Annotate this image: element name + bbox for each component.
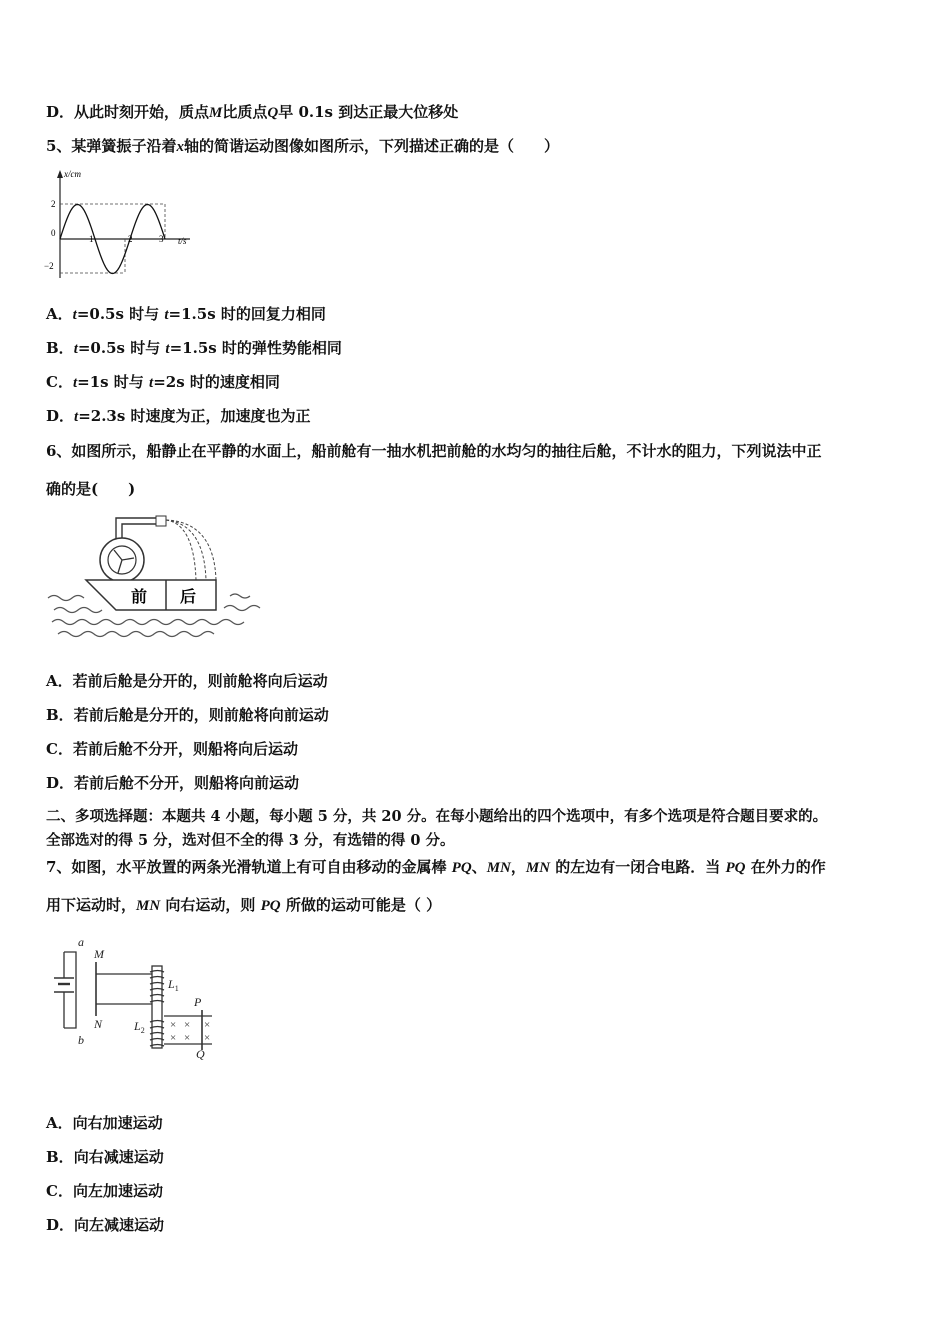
water-arc: [166, 520, 196, 580]
option-label: A．: [46, 672, 73, 690]
math-var: t: [74, 409, 79, 425]
var-q: Q: [267, 105, 279, 121]
label-l2: $L_2$: [134, 1019, 145, 1035]
option-label: B．: [46, 706, 74, 724]
magnetic-field-crosses: [170, 1019, 210, 1044]
q6-boat-figure: [44, 510, 264, 648]
svg-text:×: ×: [184, 1019, 191, 1031]
math-var: t: [72, 375, 78, 391]
option-label: C．: [46, 740, 73, 758]
label-a: a: [78, 935, 84, 949]
text-part: 所做的运动可能是（ ）: [280, 896, 442, 914]
option-label: C．: [46, 373, 73, 391]
q5-option-d: [46, 406, 311, 427]
math-var: t: [73, 341, 78, 357]
text-part: =2s 时的速度相同: [153, 373, 280, 391]
text-part: ，: [510, 858, 526, 876]
text-part: =0.5s 时与: [77, 339, 166, 357]
option-text: 向右加速运动: [72, 1114, 163, 1132]
label-p: P: [194, 995, 202, 1009]
x-tick-1: 1: [89, 234, 94, 244]
q7-option-c: [46, 1181, 163, 1201]
y-axis-label: x/cm: [64, 169, 81, 179]
q7-stem-line2: [46, 895, 441, 916]
option-label: D．: [46, 1216, 75, 1234]
text-part: 在外力的作: [745, 858, 826, 876]
math-var: PQ: [725, 860, 746, 876]
math-var: MN: [525, 860, 551, 876]
section2-line2: 全部选对的得 5 分，选对但不全的得 3 分，有选错的得 0 分。: [46, 832, 455, 849]
boat-hull: [86, 580, 216, 610]
option-text: 向左减速运动: [74, 1216, 165, 1234]
math-var: t: [72, 307, 77, 323]
q5-var-x: x: [176, 139, 184, 155]
y-axis-arrow: [57, 170, 63, 178]
option-label: D．: [46, 774, 75, 792]
option-label: D．: [46, 407, 75, 425]
text-part: 7、如图，水平放置的两条光滑轨道上有可自由移动的金属棒: [46, 858, 452, 876]
q5-stem-rest: 轴的简谐运动图像如图所示，下列描述正确的是（ ）: [183, 137, 559, 155]
water-arc: [166, 520, 216, 580]
option-label: A．: [46, 1114, 73, 1132]
label-b: b: [78, 1033, 84, 1047]
label-l1: $L_1$: [168, 977, 179, 993]
math-var: t: [149, 375, 154, 391]
front-cabin-label: 前: [131, 589, 148, 606]
svg-text:×: ×: [204, 1019, 211, 1031]
q5-option-b: [46, 338, 342, 359]
text-part: =1s 时与: [77, 373, 150, 391]
option-text: 从此时刻开始，质点: [74, 103, 210, 121]
q6-option-b: [46, 705, 329, 725]
text-part: 向右运动，则: [160, 896, 261, 914]
q5-option-a: [46, 304, 326, 325]
q6-option-c: [46, 739, 298, 759]
y-tick-neg2: −2: [44, 261, 54, 271]
math-var: PQ: [451, 860, 472, 876]
option-text: 向左加速运动: [72, 1182, 163, 1200]
y-tick-2: 2: [51, 199, 56, 209]
math-var: t: [165, 341, 170, 357]
option-text: 若前后舱是分开的，则前舱将向后运动: [72, 672, 328, 690]
option-label: B．: [46, 1148, 74, 1166]
section2-line1: 二、多项选择题：本题共 4 小题，每小题 5 分，共 20 分。在每小题给出的四个选项中，有多个选项是符合题目要求的。: [46, 808, 828, 825]
math-var: MN: [136, 898, 161, 914]
svg-text:×: ×: [170, 1019, 177, 1031]
math-var: PQ: [260, 898, 281, 914]
option-label: B．: [46, 339, 74, 357]
q6-stem-line2: 确的是( ): [46, 480, 136, 498]
q7-circuit-figure: [44, 934, 224, 1064]
q6-stem-line1: 6、如图所示，船静止在平静的水面上，船前舱有一抽水机把前舱的水均匀的抽往后舱，不计水的阻力，下列说法中正: [46, 442, 822, 460]
label-q: Q: [196, 1047, 205, 1061]
x-tick-2: 2: [128, 234, 133, 244]
label-n: N: [94, 1017, 103, 1031]
text-part: =1.5s 时的回复力相同: [168, 305, 326, 323]
prev-option-d: [46, 102, 458, 123]
q7-stem-line1: [46, 857, 826, 878]
y-tick-0: 0: [51, 228, 56, 238]
option-text: 若前后舱不分开，则船将向后运动: [72, 740, 298, 758]
svg-text:×: ×: [170, 1032, 177, 1044]
option-text: 比质点: [222, 103, 268, 121]
iron-core: [152, 966, 162, 1048]
q5-shm-graph: [40, 166, 200, 280]
q6-option-d: [46, 773, 299, 793]
water-arc: [166, 520, 206, 580]
q7-option-a: [46, 1113, 163, 1133]
q5-stem: [46, 136, 559, 157]
q7-option-d: [46, 1215, 164, 1235]
text-part: 用下运动时，: [46, 896, 137, 914]
text-part: 、: [471, 858, 487, 876]
q5-stem-text: 5、某弹簧振子沿着: [46, 137, 177, 155]
option-label: A．: [46, 305, 73, 323]
option-label: D．: [46, 103, 75, 121]
text-part: =1.5s 时的弹性势能相同: [169, 339, 342, 357]
q6-option-a: [46, 671, 328, 691]
x-axis-label: t/s: [178, 236, 187, 246]
text-part: =2.3s 时速度为正，加速度也为正: [78, 407, 311, 425]
back-cabin-label: 后: [180, 589, 197, 606]
text-part: 的左边有一闭合电路．当: [550, 858, 726, 876]
option-text: 早 0.1s 到达正最大位移处: [278, 103, 459, 121]
math-var: t: [164, 307, 169, 323]
option-label: C．: [46, 1182, 73, 1200]
svg-text:×: ×: [204, 1032, 211, 1044]
var-m: M: [209, 105, 223, 121]
q5-option-c: [46, 372, 280, 393]
label-m: M: [94, 947, 104, 961]
math-var: MN: [486, 860, 511, 876]
q7-option-b: [46, 1147, 164, 1167]
x-tick-3: 3: [159, 234, 164, 244]
circuit-left-wire: [64, 952, 76, 1028]
option-text: 向右减速运动: [73, 1148, 164, 1166]
text-part: =0.5s 时与: [76, 305, 165, 323]
option-text: 若前后舱是分开的，则前舱将向前运动: [73, 706, 329, 724]
svg-text:×: ×: [184, 1032, 191, 1044]
option-text: 若前后舱不分开，则船将向前运动: [74, 774, 300, 792]
nozzle: [156, 516, 166, 526]
